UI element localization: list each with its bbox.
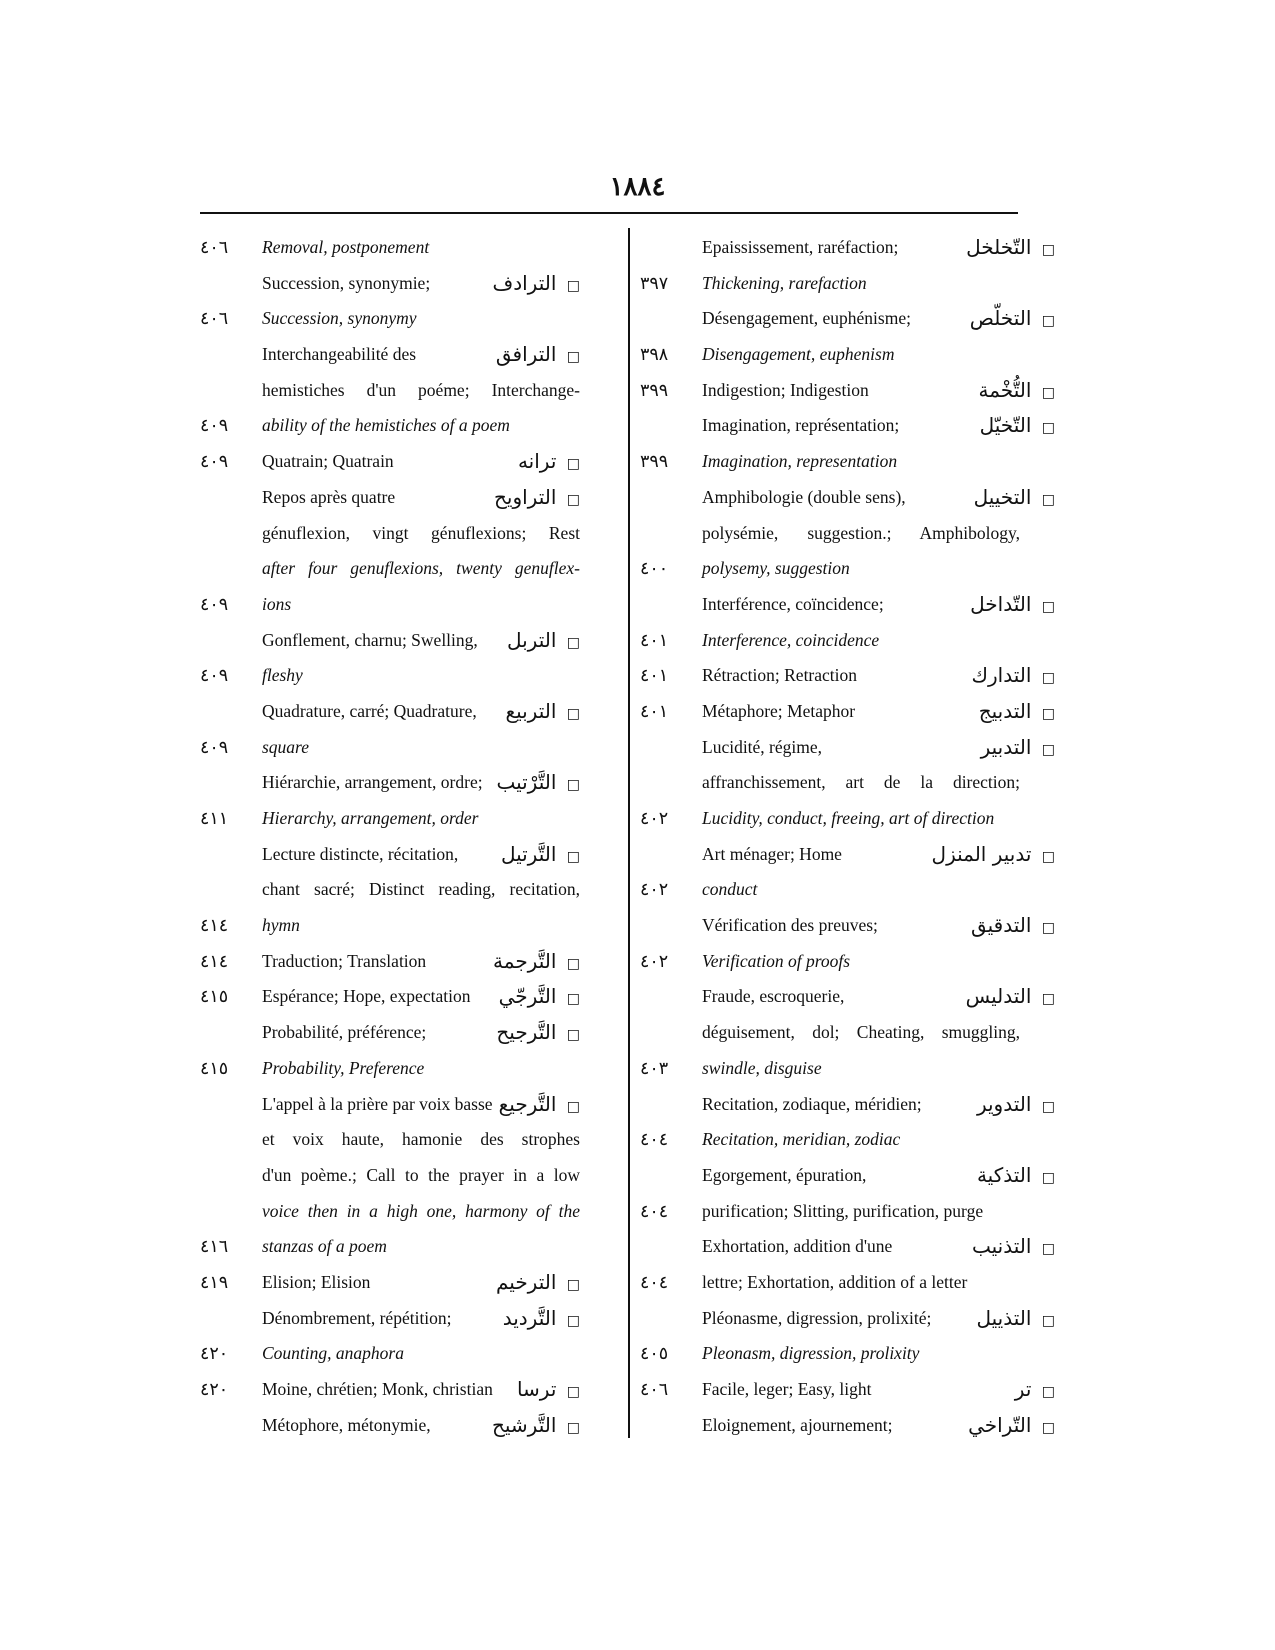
- bullet-box-icon: □: [566, 349, 580, 366]
- entry-line: [640, 1408, 1055, 1444]
- entry-text: Interference, coincidence: [702, 629, 880, 650]
- entry-line: [200, 266, 600, 302]
- arabic-term: [972, 658, 1055, 697]
- entry-line: [640, 801, 1040, 837]
- entry-text: Imagination, représentation;: [702, 415, 900, 436]
- bullet-box-icon: □: [1041, 848, 1055, 865]
- entry-line: [640, 658, 1055, 694]
- entry-text: Dénombrement, répétition;: [262, 1307, 452, 1328]
- arabic-word: الترخيم: [495, 1269, 557, 1294]
- page-reference: ٤٠٢: [640, 950, 669, 971]
- bullet-box-icon: □: [1041, 242, 1055, 258]
- arabic-term: [499, 979, 580, 1018]
- entry-text: Counting, anaphora: [262, 1343, 404, 1364]
- entry-text: hymn: [262, 915, 300, 936]
- arabic-term: [507, 623, 580, 662]
- page-reference: ٤٠٩: [200, 736, 229, 757]
- page-reference: ٤٠٦: [640, 1379, 669, 1399]
- entry-line: [640, 730, 1055, 766]
- entry-line: [640, 944, 1040, 980]
- page-reference: ٤٠٩: [200, 665, 229, 686]
- entry-line: [200, 1051, 600, 1087]
- arabic-term: [970, 301, 1055, 340]
- entry-line: [200, 1336, 600, 1372]
- entry-text: Quadrature, carré; Quadrature,: [262, 700, 477, 721]
- arabic-word: التّداخل: [970, 591, 1032, 616]
- page-reference: ٣٩٩: [640, 379, 669, 400]
- entry-line: [640, 587, 1055, 623]
- entry-line: [200, 1087, 600, 1123]
- bullet-box-icon: □: [1041, 491, 1055, 508]
- entry-line: [640, 301, 1055, 337]
- entry-text: Eloignement, ajournement;: [702, 1414, 893, 1435]
- page-reference: ٤١٤: [200, 915, 229, 936]
- arabic-word: التُّخْمة: [978, 377, 1032, 402]
- entry-text: Elision; Elision: [262, 1271, 371, 1292]
- page-reference: ٤٠٢: [640, 879, 669, 900]
- entry-line: [200, 1015, 600, 1051]
- arabic-term: [492, 1408, 580, 1447]
- entry-line: [640, 373, 1055, 409]
- page-reference: ٤١٩: [200, 1271, 229, 1292]
- entry-text: Recitation, meridian, zodiac: [702, 1129, 901, 1150]
- entry-text: Facile, leger; Easy, light: [702, 1379, 872, 1399]
- entry-line: [640, 1229, 1055, 1265]
- bullet-box-icon: □: [566, 777, 580, 794]
- entry-line: [200, 1229, 600, 1265]
- entry-text: fleshy: [262, 665, 303, 686]
- entry-line: [200, 730, 600, 766]
- entry-text: Espérance; Hope, expectation: [262, 986, 471, 1007]
- entry-line: [200, 373, 600, 409]
- entry-line: [200, 408, 600, 444]
- bullet-box-icon: □: [566, 1276, 580, 1293]
- entry-text: swindle, disguise: [702, 1057, 822, 1078]
- entry-text: Vérification des preuves;: [702, 915, 878, 936]
- entry-line: [200, 1408, 600, 1444]
- arabic-term: [970, 587, 1055, 626]
- arabic-term: [496, 1015, 580, 1054]
- entry-line: [200, 444, 600, 480]
- arabic-term: [492, 266, 580, 305]
- arabic-term: [971, 908, 1055, 947]
- entry-line: [640, 1015, 1040, 1051]
- bullet-box-icon: □: [566, 277, 580, 294]
- entry-line: [640, 623, 1040, 659]
- entry-text: Lucidité, régime,: [702, 736, 823, 757]
- entry-line: [640, 337, 1040, 373]
- arabic-term: [977, 1087, 1055, 1126]
- entry-line: [200, 1158, 600, 1194]
- arabic-word: التدارك: [971, 663, 1032, 688]
- arabic-term: [976, 1301, 1055, 1340]
- page-reference: ٤٠٩: [200, 415, 229, 436]
- arabic-term: [493, 944, 580, 983]
- arabic-word: التدوير: [976, 1091, 1032, 1116]
- page-reference: ٣٩٨: [640, 344, 669, 365]
- entry-text: déguisement, dol; Cheating, smuggling,: [702, 1022, 1020, 1043]
- entry-text: conduct: [702, 879, 758, 900]
- bullet-box-icon: □: [566, 848, 580, 865]
- arabic-word: التّخلخل: [966, 235, 1032, 259]
- arabic-word: التدبيج: [978, 698, 1032, 723]
- entry-line: [640, 1194, 1040, 1230]
- entry-text: Probability, Preference: [262, 1057, 425, 1078]
- arabic-word: التخييل: [973, 484, 1032, 509]
- entry-line: [200, 1372, 600, 1408]
- page-reference: ٤٠٥: [640, 1343, 669, 1364]
- bullet-box-icon: □: [1041, 1419, 1055, 1436]
- entry-text: stanzas of a poem: [262, 1236, 387, 1257]
- bullet-box-icon: □: [1041, 920, 1055, 937]
- entry-text: Rétraction; Retraction: [702, 665, 858, 686]
- entry-line: [200, 587, 600, 623]
- page-reference: ٤٠٠: [640, 558, 669, 579]
- arabic-word: التَّرجيع: [498, 1091, 557, 1116]
- arabic-word: التَّرديد: [502, 1305, 557, 1330]
- arabic-term: [977, 1158, 1055, 1197]
- entry-line: [640, 230, 1055, 266]
- entry-line: [640, 444, 1040, 480]
- entry-line: [200, 801, 600, 837]
- entry-text: polysemy, suggestion: [702, 558, 850, 579]
- entry-line: [640, 765, 1040, 801]
- page-reference: ٤٠٦: [200, 308, 229, 329]
- page-reference: ٤٠٤: [640, 1129, 669, 1150]
- entry-line: [200, 516, 600, 552]
- entry-text: Pleonasm, digression, prolixity: [702, 1343, 920, 1364]
- arabic-term: [517, 1372, 580, 1411]
- entry-text: Disengagement, euphenism: [702, 344, 895, 365]
- arabic-word: التذنيب: [971, 1234, 1032, 1259]
- entry-text: Amphibologie (double sens),: [702, 486, 906, 507]
- arabic-word: الترافق: [495, 342, 557, 367]
- arabic-word: تدبير المنزل: [931, 841, 1032, 866]
- arabic-word: التدبير: [980, 734, 1032, 759]
- header-rule: [200, 212, 1018, 214]
- arabic-term: [981, 730, 1055, 769]
- entry-text: ions: [262, 593, 292, 614]
- entry-line: [640, 551, 1040, 587]
- entry-line: [640, 872, 1040, 908]
- entry-text: Removal, postponement: [262, 237, 430, 257]
- page-reference: ٤٢٠: [200, 1379, 229, 1399]
- bullet-box-icon: □: [566, 991, 580, 1008]
- entry-line: [200, 872, 600, 908]
- entry-text: Probabilité, préférence;: [262, 1022, 427, 1043]
- page-reference: ٤١٤: [200, 950, 229, 971]
- arabic-term: [496, 765, 580, 804]
- arabic-term: [966, 979, 1055, 1018]
- page-reference: ٤٠١: [640, 700, 669, 721]
- arabic-word: التَّرتيل: [500, 841, 557, 866]
- entry-line: [200, 765, 600, 801]
- entry-line: [640, 408, 1055, 444]
- entry-text: Métophore, métonymie,: [262, 1414, 431, 1435]
- arabic-term: [979, 694, 1055, 733]
- bullet-box-icon: □: [566, 1312, 580, 1329]
- bullet-box-icon: □: [1041, 598, 1055, 615]
- entry-text: Repos après quatre: [262, 486, 396, 507]
- entry-text: square: [262, 736, 309, 757]
- arabic-term: [972, 1229, 1055, 1268]
- arabic-term: [518, 444, 580, 483]
- arabic-term: [496, 337, 580, 376]
- page-reference: ٣٩٧: [640, 272, 669, 293]
- bullet-box-icon: □: [1041, 670, 1055, 687]
- arabic-word: ترانه: [517, 449, 557, 474]
- page-reference: ٤٠٤: [640, 1271, 669, 1292]
- entry-line: [640, 1051, 1040, 1087]
- entry-line: [640, 1158, 1055, 1194]
- bullet-box-icon: □: [1041, 420, 1055, 437]
- bullet-box-icon: □: [1041, 705, 1055, 722]
- entry-text: génuflexion, vingt génuflexions; Rest: [262, 522, 580, 543]
- entry-text: Métaphore; Metaphor: [702, 700, 856, 721]
- entry-line: [200, 1194, 600, 1230]
- arabic-word: التّراخي: [968, 1412, 1032, 1437]
- entry-line: [200, 944, 600, 980]
- left-column: [200, 230, 600, 1443]
- arabic-word: التراويح: [493, 484, 557, 509]
- entry-text: Exhortation, addition d'une: [702, 1236, 893, 1257]
- entry-text: Hiérarchie, arrangement, ordre;: [262, 772, 483, 793]
- page-reference: ٤٠٩: [200, 451, 229, 472]
- bullet-box-icon: □: [1041, 1169, 1055, 1186]
- bullet-box-icon: □: [566, 456, 580, 473]
- arabic-word: التذييل: [976, 1305, 1032, 1330]
- page-reference: ٤٠١: [640, 665, 669, 686]
- bullet-box-icon: □: [1041, 313, 1055, 330]
- entry-line: [640, 1372, 1055, 1408]
- entry-text: Fraude, escroquerie,: [702, 986, 845, 1007]
- entry-text: voice then in a high one, harmony of the: [262, 1200, 580, 1221]
- arabic-word: التذكية: [976, 1162, 1032, 1187]
- entry-line: [640, 1087, 1055, 1123]
- page-reference: ٤١٦: [200, 1236, 229, 1257]
- entry-text: Art ménager; Home: [702, 843, 842, 864]
- page-reference: ٤٠١: [640, 629, 669, 650]
- entry-line: [200, 694, 600, 730]
- entry-text: Traduction; Translation: [262, 950, 427, 971]
- entry-line: [200, 837, 600, 873]
- arabic-term: [974, 480, 1055, 519]
- arabic-word: التدقيق: [970, 913, 1032, 938]
- arabic-word: التّخيّل: [979, 413, 1032, 438]
- entry-text: et voix haute, hamonie des strophes: [262, 1129, 580, 1150]
- bullet-box-icon: □: [1041, 384, 1055, 401]
- entry-line: [640, 694, 1055, 730]
- entry-line: [200, 480, 600, 516]
- entry-line: [200, 1301, 600, 1337]
- page-reference: ٤١٥: [200, 1057, 229, 1078]
- entry-line: [640, 1336, 1040, 1372]
- page-number: ١٨٨٤: [609, 172, 666, 201]
- entry-line: [640, 1265, 1040, 1301]
- page-reference: ٤١٥: [200, 986, 229, 1007]
- entry-line: [200, 1122, 600, 1158]
- entry-text: Interchangeabilité des: [262, 344, 417, 365]
- bullet-box-icon: □: [566, 705, 580, 722]
- entry-text: Hierarchy, arrangement, order: [262, 808, 479, 828]
- arabic-word: التَّرشيح: [491, 1412, 557, 1437]
- entry-text: Indigestion; Indigestion: [702, 379, 869, 400]
- entry-text: polysémie, suggestion.; Amphibology,: [702, 522, 1020, 543]
- arabic-word: التربل: [506, 627, 557, 652]
- bullet-box-icon: □: [1041, 1098, 1055, 1115]
- arabic-term: [932, 837, 1055, 876]
- arabic-word: التَّرجيح: [496, 1020, 557, 1045]
- entry-text: hemistiches d'un poéme; Interchange-: [262, 379, 580, 400]
- entry-line: [200, 1265, 600, 1301]
- entry-line: [200, 658, 600, 694]
- arabic-term: [494, 480, 580, 519]
- bullet-box-icon: □: [566, 1419, 580, 1436]
- arabic-term: [979, 373, 1055, 412]
- entry-line: [640, 908, 1055, 944]
- entry-text: Recitation, zodiaque, méridien;: [702, 1093, 922, 1114]
- entry-text: L'appel à la prière par voix basse: [262, 1093, 493, 1114]
- arabic-term: [505, 694, 580, 733]
- entry-text: Quatrain; Quatrain: [262, 451, 394, 472]
- entry-text: affranchissement, art de la direction;: [702, 772, 1020, 793]
- entry-line: [200, 230, 600, 266]
- entry-text: Egorgement, épuration,: [702, 1164, 867, 1185]
- entry-text: Verification of proofs: [702, 950, 851, 971]
- entry-text: d'un poème.; Call to the prayer in a low: [262, 1164, 580, 1185]
- entry-text: Epaississement, raréfaction;: [702, 237, 899, 257]
- entry-line: [200, 623, 600, 659]
- page-reference: ٤٢٠: [200, 1343, 229, 1364]
- arabic-term: [499, 1087, 580, 1126]
- entry-text: purification; Slitting, purification, purge: [702, 1200, 984, 1221]
- arabic-word: التربيع: [505, 698, 557, 723]
- arabic-term: [501, 837, 580, 876]
- entry-line: [200, 337, 600, 373]
- bullet-box-icon: □: [566, 1384, 580, 1400]
- entry-line: [200, 301, 600, 337]
- entry-text: Gonflement, charnu; Swelling,: [262, 629, 478, 650]
- entry-text: Interférence, coïncidence;: [702, 593, 884, 614]
- entry-line: [200, 979, 600, 1015]
- entry-text: Succession, synonymie;: [262, 272, 431, 293]
- arabic-word: ترسا: [516, 1377, 557, 1401]
- arabic-word: التَّرْتيب: [496, 770, 557, 795]
- entry-line: [640, 266, 1040, 302]
- entry-text: after four genuflexions, twenty genuflex-: [262, 558, 580, 579]
- bullet-box-icon: □: [566, 1027, 580, 1044]
- entry-text: Pléonasme, digression, prolixité;: [702, 1307, 932, 1328]
- bullet-box-icon: □: [1041, 741, 1055, 758]
- page-reference: ٤٠٩: [200, 593, 229, 614]
- entry-line: [640, 516, 1040, 552]
- entry-text: ability of the hemistiches of a poem: [262, 415, 510, 436]
- column-divider: [628, 228, 630, 1438]
- page-reference: ٤١١: [200, 808, 229, 828]
- arabic-word: التدليس: [965, 984, 1032, 1009]
- entry-line: [640, 979, 1055, 1015]
- entry-text: Désengagement, euphénisme;: [702, 308, 911, 329]
- arabic-word: التخلّص: [969, 306, 1032, 331]
- entry-line: [200, 908, 600, 944]
- arabic-term: [503, 1301, 580, 1340]
- arabic-term: [980, 408, 1055, 447]
- arabic-word: تر: [1014, 1377, 1032, 1401]
- bullet-box-icon: □: [566, 1098, 580, 1115]
- entry-text: Moine, chrétien; Monk, christian: [262, 1379, 493, 1399]
- page-reference: ٣٩٩: [640, 451, 669, 472]
- entry-text: Lucidity, conduct, freeing, art of direction: [702, 808, 995, 828]
- bullet-box-icon: □: [1041, 1241, 1055, 1258]
- entry-line: [640, 837, 1055, 873]
- entry-text: chant sacré; Distinct reading, recitation,: [262, 879, 580, 900]
- entry-text: Thickening, rarefaction: [702, 272, 867, 293]
- bullet-box-icon: □: [566, 634, 580, 651]
- arabic-word: التَّرجّي: [498, 984, 557, 1009]
- page-reference: ٤٠٤: [640, 1200, 669, 1221]
- page-reference: ٤٠٦: [200, 237, 229, 257]
- entry-line: [200, 551, 600, 587]
- entry-text: Lecture distincte, récitation,: [262, 843, 459, 864]
- entry-line: [640, 1301, 1055, 1337]
- right-column: [640, 230, 1055, 1443]
- bullet-box-icon: □: [1041, 1312, 1055, 1329]
- page-reference: ٤٠٢: [640, 808, 669, 828]
- entry-line: [640, 1122, 1040, 1158]
- entry-text: Succession, synonymy: [262, 308, 417, 329]
- entry-line: [640, 480, 1055, 516]
- arabic-word: التَّرجمة: [493, 948, 557, 973]
- bullet-box-icon: □: [1041, 1384, 1055, 1400]
- arabic-term: [968, 1408, 1055, 1447]
- arabic-word: الترادف: [492, 270, 557, 295]
- entry-text: Imagination, representation: [702, 451, 898, 472]
- arabic-term: [496, 1265, 580, 1304]
- bullet-box-icon: □: [1041, 991, 1055, 1008]
- arabic-term: [1015, 1372, 1055, 1411]
- arabic-term: [966, 230, 1055, 269]
- page-reference: ٤٠٣: [640, 1057, 669, 1078]
- entry-text: lettre; Exhortation, addition of a letter: [702, 1271, 968, 1292]
- bullet-box-icon: □: [566, 955, 580, 972]
- bullet-box-icon: □: [566, 491, 580, 508]
